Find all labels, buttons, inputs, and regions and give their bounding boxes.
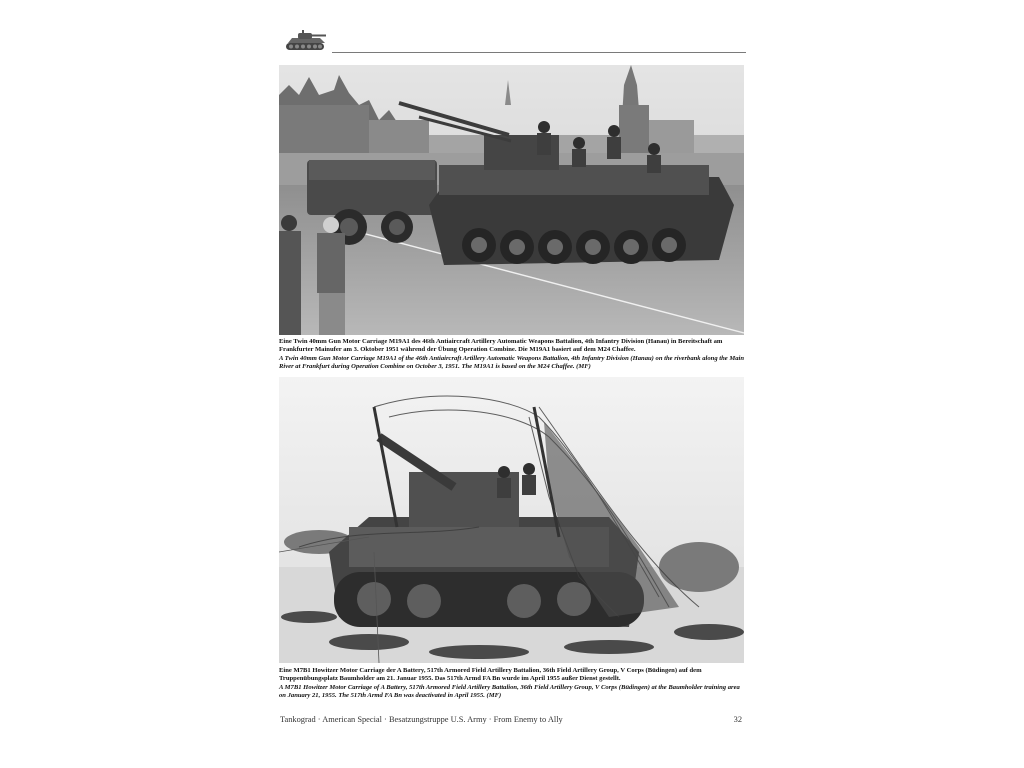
caption-german: Eine M7B1 Howitzer Motor Carriage der A Battery, 517th Armored Field Artillery Battalion, 36th Field Artillery Group, V Corps (Büdingen) auf dem Truppenübungsplatz Baumholder am 21. Januar 1955. Das 517th Armd FA Bn wurde im April 1955 außer Dienst gestellt. bbox=[279, 667, 702, 683]
caption-m19a1 bbox=[279, 338, 744, 372]
footer-title: Tankograd · American Special · Besatzungstruppe U.S. Army · From Enemy to Ally bbox=[280, 715, 563, 724]
photo-m7b1 bbox=[279, 377, 744, 663]
book-page bbox=[276, 18, 746, 738]
caption-m7b1 bbox=[279, 667, 744, 701]
page-footer bbox=[280, 715, 742, 724]
page-number: 32 bbox=[733, 715, 742, 724]
photo-m19a1 bbox=[279, 65, 744, 335]
caption-english: A M7B1 Howitzer Motor Carriage of A Battery, 517th Armored Field Artillery Battalion, 36th Field Artillery Group, V Corps (Büdingen) at the Baumholder training area on January 21, 1955. The 517th Armd FA Bn was deactivated in April 1955. (MF) bbox=[279, 683, 740, 700]
caption-german: Eine Twin 40mm Gun Motor Carriage M19A1 des 46th Antiaircraft Artillery Automatic Weapons Battalion, 4th Infantry Division (Hanau) in Bereitschaft am Frankfurter Mainufer am 3. Oktober 1951 während der Übung Operation Combine. Die M19A1 basiert auf dem M24 Chaffee. bbox=[279, 338, 723, 354]
caption-english: A Twin 40mm Gun Motor Carriage M19A1 of the 46th Antiaircraft Artillery Automatic Weapons Battalion, 4th Infantry Division (Hanau) on the riverbank along the Main River at Frankfurt during Operation Combine on October 3, 1951. The M19A1 is based on the M24 Chaffee. (MF) bbox=[279, 354, 744, 371]
header-rule bbox=[332, 52, 746, 53]
tank-icon bbox=[280, 26, 330, 54]
